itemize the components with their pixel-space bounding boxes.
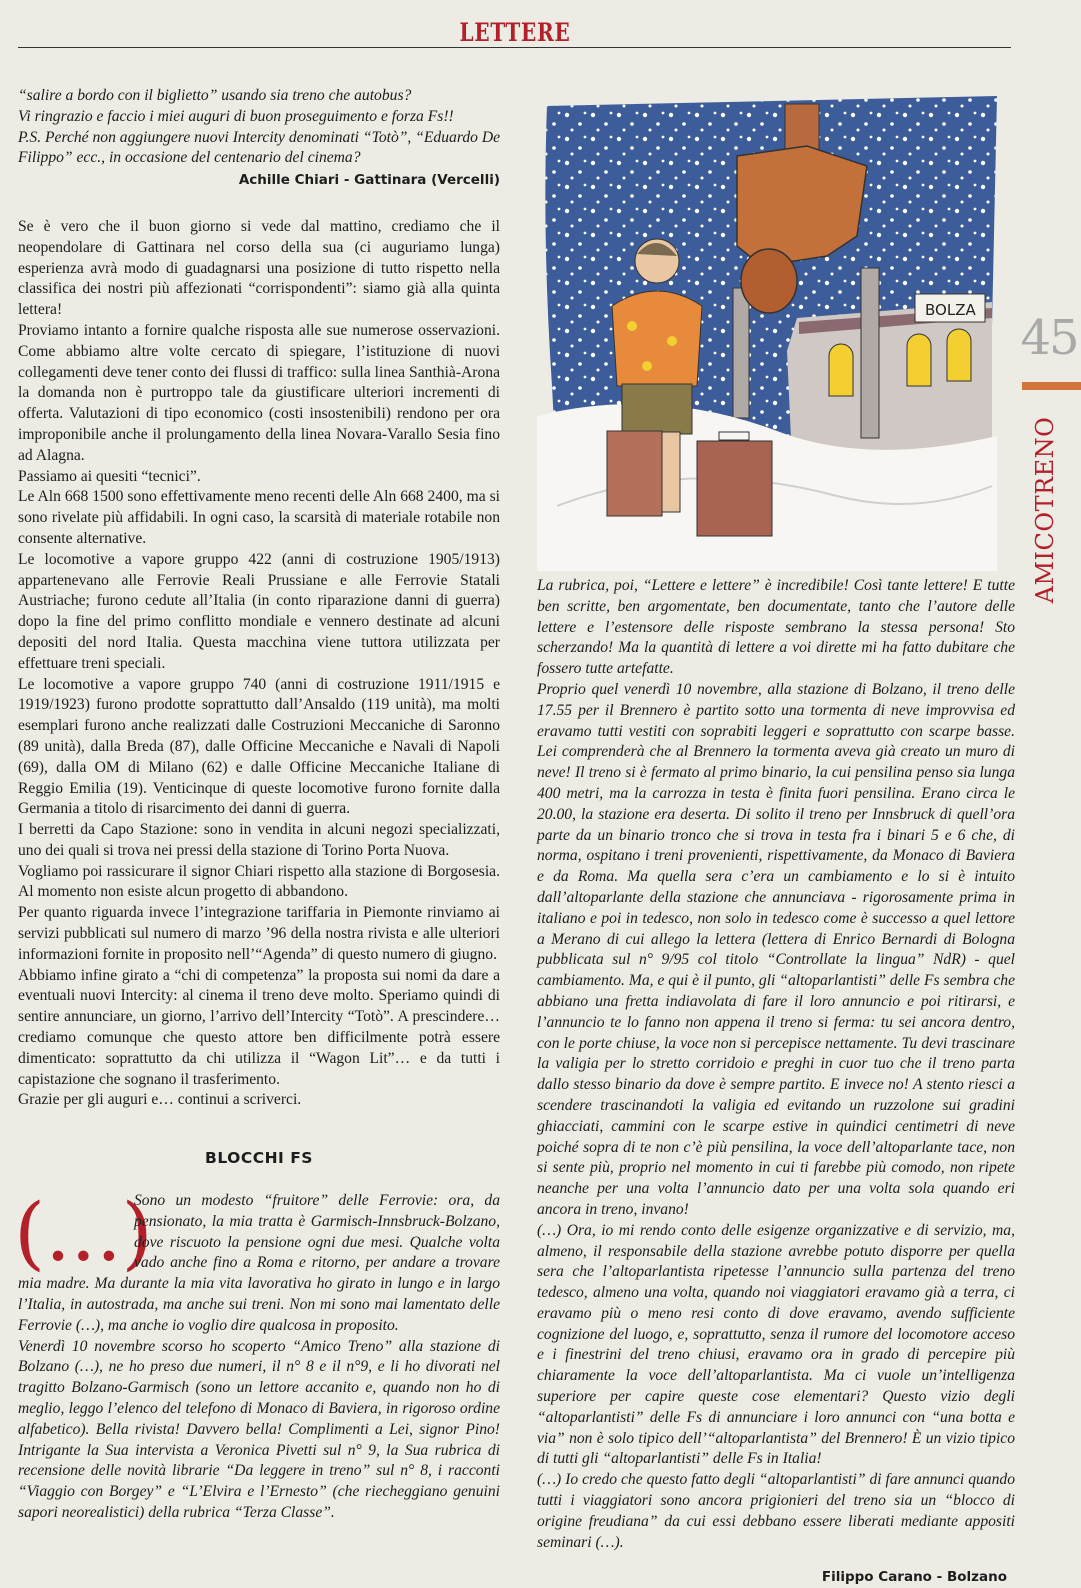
letter2-paragraph: Sono un modesto “fruitore” delle Ferrovie: ora, da pensionato, la mia tratta è Garmisch-Innsbruck-Bolzano, dove riscuoto la pensione ogni due mesi. Qualche volta vado anche fino a Roma e ritorno, per andare a trovare mia madre. Ma durante la mia vita lavorativa ho girato in lungo e in largo l’Italia, in autostrada, ma anche sui treni. Non mi sono mai lamentato delle Ferrovie (…), ma anche io voglio dire qualcosa in proposito. bbox=[18, 1192, 500, 1334]
editorial-answer bbox=[18, 217, 500, 1111]
answer-paragraph: Abbiamo infine girato a “chi di competenza” la proposta sui nomi da dare a eventuali nuovi Intercity: al cinema il treno deve molto. Speriamo quindi di sentire annunciare, un giorno, l’arrivo dell’Intercity “Totò”. A prescindere… crediamo comunque che questo attore ben difficilmente potrà essere dimenticato: soprattutto da chi utilizza il “Wagon Lit”… e da tutti i capistazione che sognano il trasferimento. bbox=[18, 966, 500, 1088]
answer-paragraph: I berretti da Capo Stazione: sono in vendita in alcuni negozi specializzati, uno dei quali si trova nei pressi della stazione di Torino Porta Nuova. bbox=[18, 821, 500, 859]
letter1-signature: Achille Chiari - Gattinara (Vercelli) bbox=[238, 172, 500, 189]
letter1-line: Vi ringrazio e faccio i miei auguri di buon proseguimento e forza Fs!! bbox=[18, 107, 454, 125]
dropcap-ellipsis bbox=[14, 1186, 153, 1280]
section-label-text: AMICOTRENO bbox=[1031, 416, 1059, 604]
letter2-paragraph: Venerdì 10 novembre scorso ho scoperto “Amico Treno” alla stazione di Bolzano (…), ne ho preso due numeri, il n° 8 e il n°9, e li ho divorati nel tragitto Bolzano-Garmisch (sono un lettore accanito e, quando non ho di meglio, leggo l’elenco del telefono di Monaco di Baviera, in rigoroso ordine alfabetico). Bella rivista! Davvero bella! Complimenti a Lei, signor Pino! Intrigante la Sua intervista a Veronica Pivetti sul n° 9, la Sua rubrica di recensione delle novità librarie “Da leggere in treno” sul n° 8, i racconti “Viaggio con Borgey” e “L’Elvira e l’Ernesto” (che riecheggiano genuini sapori neorealistici) della rubrica “Terza Classe”. bbox=[18, 1337, 500, 1521]
page-number: 45 bbox=[1020, 310, 1078, 366]
left-column bbox=[14, 86, 500, 1524]
answer-paragraph: Grazie per gli auguri e… continui a scriverci. bbox=[18, 1091, 302, 1109]
letter2-paragraph: (…) Io credo che questo fatto degli “altoparlantisti” di fare annunci quando tutti i viaggiatori sono ancora prigionieri del treno sia un “blocco di origine freudiana” da cui essi debbano essere liberati mediante appositi seminari (…). bbox=[537, 1471, 1015, 1551]
station-sign-text: BOLZA bbox=[925, 301, 976, 319]
page-title: LETTERE bbox=[459, 18, 571, 47]
section-label bbox=[1025, 416, 1065, 604]
answer-paragraph: Le locomotive a vapore gruppo 422 (anni di costruzione 1905/1913) appartenevano alle Ferrovie Reali Prussiane e alle Ferrovie Statali Austriache; furono cedute all’Italia (in conto riparazione danni di guerra) dopo la fine del primo conflitto mondiale e vennero destinate ad alcuni depositi del nord Italia. Questa macchina viene tuttora utilizzata per effettuare treni speciali. bbox=[18, 550, 500, 672]
answer-paragraph: Per quanto riguarda invece l’integrazione tariffaria in Piemonte rinviamo ai servizi pubblicati sul numero di marzo ’96 della nostra rivista e alle ulteriori informazioni fornite in proposito nell’“Agenda” di questo numero di giugno. bbox=[18, 904, 500, 963]
answer-paragraph: Se è vero che il buon giorno si vede dal mattino, crediamo che il neopendolare di Gattinara nel corso della sua (ci auguriamo lunga) esperienza avrà modo di guadagnarsi una posizione di tutto rispetto nella classifica dei nostri più affezionati “corrispondenti”: siamo già alla quinta lettera! bbox=[18, 217, 500, 319]
letter1-line: “salire a bordo con il biglietto” usando sia treno che autobus? bbox=[18, 87, 412, 104]
letter2-paragraph: La rubrica, poi, “Lettere e lettere” è incredibile! Così tante lettere! E tutte ben scritte, ben argomentate, ben documentate, tanto che l’autore delle lettere e l’estensore delle risposte sembrano la stessa persona! Sto scherzando! Ma la quantità di lettere a voi dirette mi ha fatto dubitare che fossero tutte artefatte. bbox=[537, 577, 1015, 678]
answer-paragraph: Le Aln 668 1500 sono effettivamente meno recenti delle Aln 668 2400, ma si sono rivelate più affidabili. In ogni caso, la scarsità di materiale rotabile non consente alternative. bbox=[18, 488, 500, 547]
answer-paragraph: Proviamo intanto a fornire qualche risposta alle sue numerose osservazioni. Come abbiamo altre volte cercato di spiegare, l’istituzione di nuovi collegamenti deve tener conto dei flussi di traffico: sulla linea Santhià-Arona la domanda non è purtroppo tale da giustificare ulteriori incrementi di offerta. Valutazioni di tipo economico (costi insostenibili) rendono per ora improponibile anche il prolungamento della linea Novara-Varallo Sesia fino ad Alagna. bbox=[18, 321, 500, 464]
letter2-paragraph: Proprio quel venerdì 10 novembre, alla stazione di Bolzano, il treno delle 17.55 per il Brennero è partito sotto una tormenta di neve improvvisa ed eravamo tutti vestiti con soprabiti leggeri e soprattutto con scarpe basse. Lei comprenderà che al Brennero la tormenta aveva già creato un muro di neve! Il treno si è fermato al primo binario, la cui pensilina penso sia lunga 400 metri, ma la carrozza in testa è finita fuori pensilina. Erano circa le 20.00, la stazione era deserta. Di solito il treno per Innsbruck di quell’ora parte da un binario tronco che si trova in testa fra i binari 5 e 6 che, di norma, ospitano i treni provenienti, rispettivamente, da Monaco di Baviera e da Roma. Ma quella sera c’era un cambiamento e lo si è intuito dall’altoparlante della stazione che annunciava - rigorosamente prima in italiano e poi in tedesco, non solo in tedesco come è successo a quel lettore a Merano di cui allego la lettera (lettera di Enrico Bernardi di Bologna pubblicata sul n° 9/95 col titolo “Controllate la lingua” NdR) - quel cambiamento. Ma, e qui è il punto, gli “altoparlantisti” delle Fs sembra che abbiano una fretta indiavolata di fare il loro annuncio e poi ritirarsi, e l’annuncio te lo fanno non appena il treno si ferma: tu sei ancora dentro, con le porte chiuse, la voce non si percepisce nettamente. Tu devi trascinare la valigia per lo stretto corridoio e preghi in cuor tuo che il treno parta dallo stesso binario da dove è sempre partito. E invece no! A stento riesci a scendere trascinandoti la valigia ed evitando un ruzzolone sui gradini ghiacciati, cammini con le scarpe estive in quindici centimetri di neve poiché sopra di te non c’è più pensilina, la voce dell’altoparlante tace, non si sente più, proprio nel momento in cui ti farebbe più comodo, non ripete neanche per una volta l’annuncio dato per una volta sola quando eri ancora in treno, invano! bbox=[537, 680, 1015, 1218]
answer-paragraph: Passiamo ai quesiti “tecnici”. bbox=[18, 467, 201, 485]
header-rule bbox=[18, 47, 1011, 48]
right-column bbox=[537, 576, 1015, 1588]
letter1-line: P.S. Perché non aggiungere nuovi Intercity denominati “Totò”, “Eduardo De Filippo” ecc., in occasione del centenario del cinema? bbox=[18, 128, 500, 167]
answer-paragraph: Le locomotive a vapore gruppo 740 (anni di costruzione 1911/1915 e 1919/1923) furono prodotte soprattutto dall’Ansaldo (119 unità), ma molti esemplari furono anche realizzati dalle Costruzioni Meccaniche di Saronno (89 unità), dalla Breda (87), dalle Officine Meccaniche e Navali di Napoli (69), dalla OM di Milano (62) e dalle Officine Meccaniche Italiane di Reggio Emilia (19). Venticinque di queste locomotive furono fornite dalla Germania a titolo di risarcimento dei danni di guerra. bbox=[18, 675, 500, 818]
answer-paragraph: Vogliamo poi rassicurare il signor Chiari rispetto alla stazione di Borgosesia. Al momento non esiste alcun progetto di abbandono. bbox=[18, 862, 500, 901]
letter2-signature: Filippo Carano - Bolzano bbox=[821, 1569, 1007, 1586]
section-heading: BLOCCHI FS bbox=[205, 1149, 313, 1168]
section-color-bar bbox=[1022, 382, 1081, 390]
letter2-paragraph: (…) Ora, io mi rendo conto delle esigenze organizzative e di servizio, ma, almeno, il responsabile della stazione avrebbe potuto disporre per quella sera che l’altoparlantista ripetesse l’annuncio sulla partenza del treno tedesco, almeno una volta, quando noi viaggiatori eravamo già a terra, ci eravamo più o meno resi conto di dove eravamo, avendo sufficiente cognizione del luogo, e, soprattutto, senza il rumore del locomotore acceso e i finestrini del treno chiusi, eravamo ora in grado di percepire più chiaramente la voce dell’altoparlantista. Ma ci vuole un’intelligenza superiore per capire queste cose elementari? Questo vizio degli “altoparlantisti” delle Fs di annunciare i loro annunci con “una botta e via” non è solo tipico dell’“altoparlantista” del Brennero! È un vizio tipico di tutti gli “altoparlantisti” delle Fs in Italia! bbox=[537, 1221, 1015, 1468]
dropcap-text: (...) bbox=[14, 1186, 153, 1280]
illustration-snowy-station bbox=[537, 86, 1009, 571]
